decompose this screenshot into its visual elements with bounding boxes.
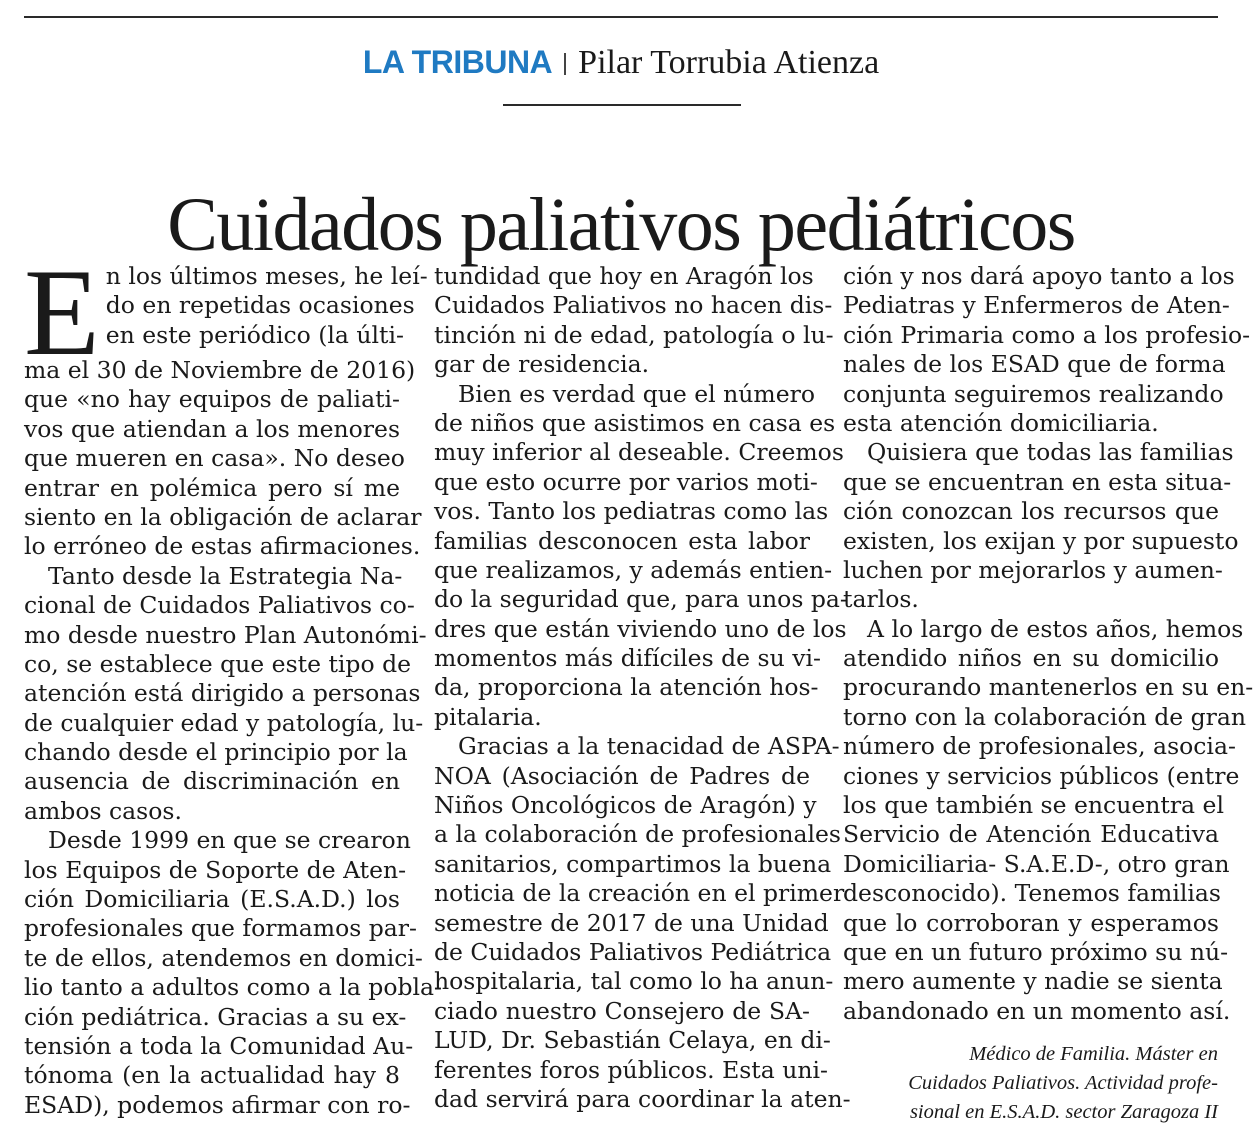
text-line: do la seguridad que, para unos pa- bbox=[434, 585, 848, 614]
header-separator bbox=[564, 53, 566, 75]
section-label: LA TRIBUNA bbox=[362, 44, 553, 80]
text-line: ma el 30 de Noviembre de 2016) bbox=[24, 356, 416, 384]
text-line: ambos casos. bbox=[24, 796, 182, 825]
text-line: de niños que asistimos en casa es bbox=[434, 408, 836, 437]
article-column-1 bbox=[24, 244, 442, 1120]
text-line: siento en la obligación de aclarar bbox=[24, 502, 422, 531]
article-title: Cuidados paliativos pediátricos bbox=[167, 182, 1075, 267]
text-line: mo desde nuestro Plan Autonómi- bbox=[24, 620, 427, 649]
text-line: n los últimos meses, he leí- bbox=[105, 262, 428, 290]
text-line: LUD, Dr. Sebastián Celaya, en di- bbox=[434, 1026, 831, 1055]
author-signature bbox=[826, 1040, 1218, 1127]
text-line: momentos más difíciles de su vi- bbox=[434, 644, 821, 673]
text-line: co, se establece que este tipo de bbox=[24, 649, 412, 678]
text-line: ción conozcan los recursos que bbox=[843, 497, 1219, 526]
text-line: lo erróneo de estas afirmaciones. bbox=[24, 532, 421, 561]
text-line: abandonado en un momento así. bbox=[843, 996, 1231, 1025]
text-line: Servicio de Atención Educativa bbox=[843, 820, 1219, 849]
text-line: ESAD), podemos afirmar con ro- bbox=[24, 1090, 411, 1119]
text-line: lio tanto a adultos como a la pobla- bbox=[24, 973, 442, 1002]
text-line: ciado nuestro Consejero de SA- bbox=[434, 996, 810, 1025]
text-line: a la colaboración de profesionales bbox=[434, 820, 841, 849]
text-line: torno con la colaboración de gran bbox=[843, 702, 1247, 731]
text-line: esta atención domiciliaria. bbox=[843, 408, 1159, 437]
text-line: pitalaria. bbox=[434, 702, 542, 731]
column-header bbox=[0, 42, 1242, 83]
signature-line: sional en E.S.A.D. sector Zaragoza II bbox=[909, 1101, 1218, 1123]
text-line: procurando mantenerlos en su en- bbox=[843, 673, 1253, 702]
text-line: atendido niños en su domicilio bbox=[843, 644, 1219, 673]
text-line: chando desde el principio por la bbox=[24, 738, 408, 767]
article-column-2 bbox=[434, 262, 851, 1114]
text-line: da, proporciona la atención hos- bbox=[434, 673, 819, 702]
article-column-3 bbox=[843, 262, 1253, 1026]
text-line: Desde 1999 en que se crearon bbox=[48, 826, 411, 855]
text-line: Bien es verdad que el número bbox=[458, 379, 816, 408]
text-line: ausencia de discriminación en bbox=[24, 767, 400, 796]
text-line: en este periódico (la últi- bbox=[105, 320, 404, 349]
text-line: ciones y servicios públicos (entre bbox=[843, 761, 1240, 790]
text-line: tundidad que hoy en Aragón los bbox=[434, 262, 814, 290]
text-line: profesionales que formamos par- bbox=[24, 914, 417, 943]
text-line: tinción ni de edad, patología o lu- bbox=[434, 320, 834, 349]
text-line: ción Primaria como a los profesio- bbox=[843, 320, 1251, 349]
text-line: A lo largo de estos años, hemos bbox=[867, 614, 1244, 643]
text-line: ción y nos dará apoyo tanto a los bbox=[843, 262, 1235, 290]
text-line: vos. Tanto los pediatras como las bbox=[434, 497, 829, 526]
text-line: que lo corroboran y esperamos bbox=[843, 908, 1219, 937]
text-line: que esto ocurre por varios moti- bbox=[434, 467, 818, 496]
text-line: Tanto desde la Estrategia Na- bbox=[48, 561, 403, 590]
text-line: Quisiera que todas las familias bbox=[867, 438, 1234, 467]
signature-line: Cuidados Paliativos. Actividad profe- bbox=[908, 1072, 1218, 1094]
text-line: tarlos. bbox=[843, 585, 919, 614]
text-line: sanitarios, compartimos la buena bbox=[434, 849, 832, 878]
text-line: que en un futuro próximo su nú- bbox=[843, 937, 1229, 966]
text-line: que «no hay equipos de paliati- bbox=[24, 385, 400, 414]
text-line: Domiciliaria- S.A.E.D-, otro gran bbox=[843, 849, 1230, 878]
text-line: hospitalaria, tal como lo ha anun- bbox=[434, 967, 834, 996]
text-line: mero aumente y nadie se sienta bbox=[843, 967, 1223, 996]
text-line: número de profesionales, asocia- bbox=[843, 732, 1236, 761]
text-line: semestre de 2017 de una Unidad bbox=[434, 908, 829, 937]
text-line: Gracias a la tenacidad de ASPA- bbox=[458, 732, 840, 761]
text-line: existen, los exijan y por supuesto bbox=[843, 526, 1239, 555]
top-rule bbox=[24, 16, 1218, 18]
text-line: que se encuentran en esta situa- bbox=[843, 467, 1232, 496]
author-name: Pilar Torrubia Atienza bbox=[578, 44, 880, 81]
text-line: NOA (Asociación de Padres de bbox=[434, 761, 810, 790]
text-line: muy inferior al deseable. Creemos bbox=[434, 438, 844, 467]
text-line: los que también se encuentra el bbox=[843, 791, 1224, 820]
text-line: te de ellos, atendemos en domici- bbox=[24, 943, 423, 972]
text-line: que mueren en casa». No deseo bbox=[24, 444, 405, 473]
text-line: luchen por mejorarlos y aumen- bbox=[843, 555, 1223, 584]
drop-cap: E bbox=[24, 244, 100, 381]
text-line: los Equipos de Soporte de Aten- bbox=[24, 855, 407, 884]
text-line: dres que están viviendo uno de los bbox=[434, 614, 847, 643]
text-line: ción pediátrica. Gracias a su ex- bbox=[24, 1002, 407, 1031]
text-line: Cuidados Paliativos no hacen dis- bbox=[434, 291, 833, 320]
text-line: conjunta seguiremos realizando bbox=[843, 379, 1224, 408]
text-line: de Cuidados Paliativos Pediátrica bbox=[434, 937, 832, 966]
text-line: gar de residencia. bbox=[434, 350, 650, 379]
text-line: dad servirá para coordinar la aten- bbox=[434, 1084, 851, 1113]
title-rule bbox=[503, 104, 741, 106]
text-line: noticia de la creación en el primer bbox=[434, 879, 845, 908]
text-line: desconocido). Tenemos familias bbox=[843, 879, 1221, 908]
text-line: vos que atiendan a los menores bbox=[24, 414, 400, 443]
text-line: cional de Cuidados Paliativos co- bbox=[24, 591, 415, 620]
text-line: tensión a toda la Comunidad Au- bbox=[24, 1031, 414, 1060]
text-line: familias desconocen esta labor bbox=[434, 526, 810, 555]
text-line: nales de los ESAD que de forma bbox=[843, 350, 1226, 379]
text-line: Pediatras y Enfermeros de Aten- bbox=[843, 291, 1230, 320]
text-line: Niños Oncológicos de Aragón) y bbox=[434, 791, 817, 820]
column-1-body bbox=[24, 356, 442, 1120]
text-line: tónoma (en la actualidad hay 8 bbox=[24, 1061, 400, 1090]
text-line: atención está dirigido a personas bbox=[24, 679, 421, 708]
text-line: que realizamos, y además entien- bbox=[434, 555, 833, 584]
text-line: ción Domiciliaria (E.S.A.D.) los bbox=[24, 885, 400, 914]
text-line: ferentes foros públicos. Esta uni- bbox=[434, 1055, 828, 1084]
text-line: de cualquier edad y patología, lu- bbox=[24, 708, 424, 737]
signature-line: Médico de Familia. Máster en bbox=[969, 1043, 1218, 1065]
text-line: entrar en polémica pero sí me bbox=[24, 473, 400, 502]
text-line: do en repetidas ocasiones bbox=[105, 291, 415, 320]
